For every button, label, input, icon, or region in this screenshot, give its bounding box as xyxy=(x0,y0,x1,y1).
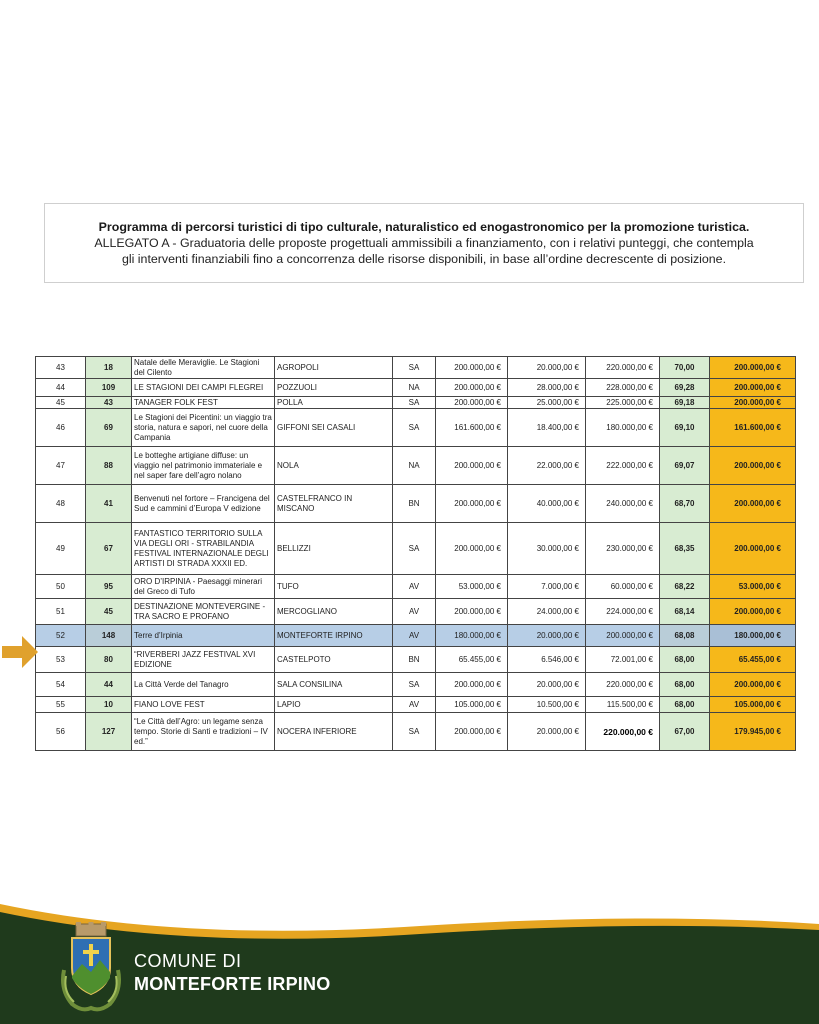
cell-b: 20.000,00 € xyxy=(508,625,586,647)
cell-rank: 56 xyxy=(36,713,86,751)
cell-a: 200.000,00 € xyxy=(436,523,508,575)
ranking-table xyxy=(35,356,795,751)
cell-id: 43 xyxy=(86,397,132,409)
cell-c: 220.000,00 € xyxy=(586,713,660,751)
cell-b: 24.000,00 € xyxy=(508,599,586,625)
cell-comune: SALA CONSILINA xyxy=(275,673,393,697)
cell-comune: LAPIO xyxy=(275,697,393,713)
cell-score: 68,08 xyxy=(660,625,710,647)
cell-id: 67 xyxy=(86,523,132,575)
cell-fund: 161.600,00 € xyxy=(710,409,796,447)
cell-score: 68,00 xyxy=(660,697,710,713)
cell-comune: GIFFONI SEI CASALI xyxy=(275,409,393,447)
coat-of-arms-emblem xyxy=(58,920,124,1012)
cell-title: “Le Città dell’Agro: un legame senza tempo. Storie di Santi e tradizioni – IV ed.” xyxy=(132,713,275,751)
cell-a: 53.000,00 € xyxy=(436,575,508,599)
cell-id: 45 xyxy=(86,599,132,625)
cell-comune: TUFO xyxy=(275,575,393,599)
cell-a: 200.000,00 € xyxy=(436,379,508,397)
cell-comune: POZZUOLI xyxy=(275,379,393,397)
header-title: Programma di percorsi turistici di tipo culturale, naturalistico ed enogastronomico per la promozione turistica. xyxy=(98,220,750,234)
cell-id: 127 xyxy=(86,713,132,751)
cell-comune: CASTELPOTO xyxy=(275,647,393,673)
cell-a: 200.000,00 € xyxy=(436,713,508,751)
table-row xyxy=(36,357,796,379)
right-arrow-icon xyxy=(2,636,38,668)
cell-c: 72.001,00 € xyxy=(586,647,660,673)
cell-rank: 49 xyxy=(36,523,86,575)
cell-id: 10 xyxy=(86,697,132,713)
cell-c: 115.500,00 € xyxy=(586,697,660,713)
cell-rank: 46 xyxy=(36,409,86,447)
cell-fund: 53.000,00 € xyxy=(710,575,796,599)
cell-fund: 200.000,00 € xyxy=(710,447,796,485)
cell-rank: 55 xyxy=(36,697,86,713)
footer-municipality-name xyxy=(134,950,330,996)
cell-b: 6.546,00 € xyxy=(508,647,586,673)
cell-id: 69 xyxy=(86,409,132,447)
cell-score: 69,10 xyxy=(660,409,710,447)
cell-rank: 43 xyxy=(36,357,86,379)
cell-c: 180.000,00 € xyxy=(586,409,660,447)
cell-comune: NOLA xyxy=(275,447,393,485)
cell-title: TANAGER FOLK FEST xyxy=(132,397,275,409)
cell-b: 25.000,00 € xyxy=(508,397,586,409)
cell-score: 68,35 xyxy=(660,523,710,575)
cell-b: 20.000,00 € xyxy=(508,673,586,697)
cell-title: FANTASTICO TERRITORIO SULLA VIA DEGLI ORI - STRABILANDIA FESTIVAL INTERNAZIONALE DEGLI ARTISTI DI STRADA XXXII ED. xyxy=(132,523,275,575)
cell-b: 10.500,00 € xyxy=(508,697,586,713)
cell-c: 222.000,00 € xyxy=(586,447,660,485)
cell-c: 230.000,00 € xyxy=(586,523,660,575)
cell-comune: AGROPOLI xyxy=(275,357,393,379)
cell-title: Terre d’Irpinia xyxy=(132,625,275,647)
cell-id: 95 xyxy=(86,575,132,599)
cell-score: 68,22 xyxy=(660,575,710,599)
cell-b: 18.400,00 € xyxy=(508,409,586,447)
cell-rank: 48 xyxy=(36,485,86,523)
cell-title: Natale delle Meraviglie. Le Stagioni del Cilento xyxy=(132,357,275,379)
cell-prov: BN xyxy=(393,485,436,523)
cell-rank: 47 xyxy=(36,447,86,485)
cell-fund: 200.000,00 € xyxy=(710,379,796,397)
table-row xyxy=(36,647,796,673)
cell-rank: 51 xyxy=(36,599,86,625)
document-header xyxy=(44,203,804,283)
cell-prov: AV xyxy=(393,697,436,713)
cell-prov: SA xyxy=(393,357,436,379)
cell-score: 68,00 xyxy=(660,673,710,697)
cell-prov: SA xyxy=(393,523,436,575)
cell-c: 200.000,00 € xyxy=(586,625,660,647)
cell-b: 28.000,00 € xyxy=(508,379,586,397)
cell-a: 200.000,00 € xyxy=(436,485,508,523)
cell-c: 220.000,00 € xyxy=(586,673,660,697)
cell-c: 225.000,00 € xyxy=(586,397,660,409)
cell-comune: CASTELFRANCO IN MISCANO xyxy=(275,485,393,523)
cell-fund: 200.000,00 € xyxy=(710,397,796,409)
cell-a: 161.600,00 € xyxy=(436,409,508,447)
footer-line2: MONTEFORTE IRPINO xyxy=(134,974,331,994)
table-row xyxy=(36,523,796,575)
table-row xyxy=(36,713,796,751)
cell-score: 67,00 xyxy=(660,713,710,751)
cell-a: 105.000,00 € xyxy=(436,697,508,713)
table-row xyxy=(36,697,796,713)
cell-id: 41 xyxy=(86,485,132,523)
cell-b: 7.000,00 € xyxy=(508,575,586,599)
cell-id: 18 xyxy=(86,357,132,379)
cell-rank: 50 xyxy=(36,575,86,599)
table-row xyxy=(36,673,796,697)
cell-rank: 52 xyxy=(36,625,86,647)
cell-a: 180.000,00 € xyxy=(436,625,508,647)
cell-prov: SA xyxy=(393,397,436,409)
cell-b: 20.000,00 € xyxy=(508,357,586,379)
cell-rank: 45 xyxy=(36,397,86,409)
cell-title: Le botteghe artigiane diffuse: un viaggio nel patrimonio immateriale e nel saper fare dell’agro nolano xyxy=(132,447,275,485)
table-row xyxy=(36,409,796,447)
cell-title: Benvenuti nel fortore – Francigena del Sud e cammini d’Europa V edizione xyxy=(132,485,275,523)
cell-prov: AV xyxy=(393,575,436,599)
table-row xyxy=(36,379,796,397)
cell-comune: BELLIZZI xyxy=(275,523,393,575)
table-row xyxy=(36,575,796,599)
cell-c: 240.000,00 € xyxy=(586,485,660,523)
cell-fund: 200.000,00 € xyxy=(710,485,796,523)
cell-prov: BN xyxy=(393,647,436,673)
cell-title: La Città Verde del Tanagro xyxy=(132,673,275,697)
cell-c: 220.000,00 € xyxy=(586,357,660,379)
cell-fund: 200.000,00 € xyxy=(710,673,796,697)
cell-title: DESTINAZIONE MONTEVERGINE - TRA SACRO E PROFANO xyxy=(132,599,275,625)
cell-b: 30.000,00 € xyxy=(508,523,586,575)
cell-prov: SA xyxy=(393,713,436,751)
cell-a: 200.000,00 € xyxy=(436,599,508,625)
cell-c: 60.000,00 € xyxy=(586,575,660,599)
cell-comune: NOCERA INFERIORE xyxy=(275,713,393,751)
cell-prov: SA xyxy=(393,673,436,697)
cell-a: 200.000,00 € xyxy=(436,357,508,379)
cell-a: 200.000,00 € xyxy=(436,673,508,697)
cell-prov: NA xyxy=(393,447,436,485)
table-row xyxy=(36,485,796,523)
cell-id: 148 xyxy=(86,625,132,647)
cell-comune: MONTEFORTE IRPINO xyxy=(275,625,393,647)
cell-rank: 54 xyxy=(36,673,86,697)
cell-comune: POLLA xyxy=(275,397,393,409)
cell-title: LE STAGIONI DEI CAMPI FLEGREI xyxy=(132,379,275,397)
cell-prov: NA xyxy=(393,379,436,397)
cell-b: 20.000,00 € xyxy=(508,713,586,751)
cell-score: 69,07 xyxy=(660,447,710,485)
cell-rank: 53 xyxy=(36,647,86,673)
cell-score: 68,14 xyxy=(660,599,710,625)
header-subtitle-line2: gli interventi finanziabili fino a concorrenza delle risorse disponibili, in base all’ordine decrescente di posizione. xyxy=(121,252,727,266)
cell-c: 224.000,00 € xyxy=(586,599,660,625)
cell-score: 70,00 xyxy=(660,357,710,379)
cell-prov: AV xyxy=(393,625,436,647)
table-row xyxy=(36,625,796,647)
footer-line1: COMUNE DI xyxy=(134,951,242,971)
table-row xyxy=(36,599,796,625)
cell-c: 228.000,00 € xyxy=(586,379,660,397)
cell-score: 69,18 xyxy=(660,397,710,409)
cell-a: 200.000,00 € xyxy=(436,447,508,485)
header-subtitle-line1: ALLEGATO A - Graduatoria delle proposte progettuali ammissibili a finanziamento, con i relativi punteggi, che contempla xyxy=(94,236,754,250)
cell-fund: 105.000,00 € xyxy=(710,697,796,713)
cell-score: 69,28 xyxy=(660,379,710,397)
cell-fund: 200.000,00 € xyxy=(710,523,796,575)
cell-rank: 44 xyxy=(36,379,86,397)
cell-id: 109 xyxy=(86,379,132,397)
cell-id: 80 xyxy=(86,647,132,673)
cell-title: “RIVERBERI JAZZ FESTIVAL XVI EDIZIONE xyxy=(132,647,275,673)
cell-prov: SA xyxy=(393,409,436,447)
cell-title: Le Stagioni dei Picentini: un viaggio tra storia, natura e sapori, nel cuore della Campania xyxy=(132,409,275,447)
cell-id: 44 xyxy=(86,673,132,697)
cell-score: 68,00 xyxy=(660,647,710,673)
cell-title: ORO D’IRPINIA - Paesaggi minerari del Greco di Tufo xyxy=(132,575,275,599)
cell-fund: 200.000,00 € xyxy=(710,357,796,379)
cell-a: 200.000,00 € xyxy=(436,397,508,409)
cell-b: 40.000,00 € xyxy=(508,485,586,523)
cell-fund: 180.000,00 € xyxy=(710,625,796,647)
table-row xyxy=(36,447,796,485)
cell-b: 22.000,00 € xyxy=(508,447,586,485)
cell-a: 65.455,00 € xyxy=(436,647,508,673)
table-row xyxy=(36,397,796,409)
cell-fund: 200.000,00 € xyxy=(710,599,796,625)
cell-comune: MERCOGLIANO xyxy=(275,599,393,625)
cell-prov: AV xyxy=(393,599,436,625)
cell-title: FIANO LOVE FEST xyxy=(132,697,275,713)
cell-fund: 65.455,00 € xyxy=(710,647,796,673)
cell-score: 68,70 xyxy=(660,485,710,523)
cell-fund: 179.945,00 € xyxy=(710,713,796,751)
cell-id: 88 xyxy=(86,447,132,485)
